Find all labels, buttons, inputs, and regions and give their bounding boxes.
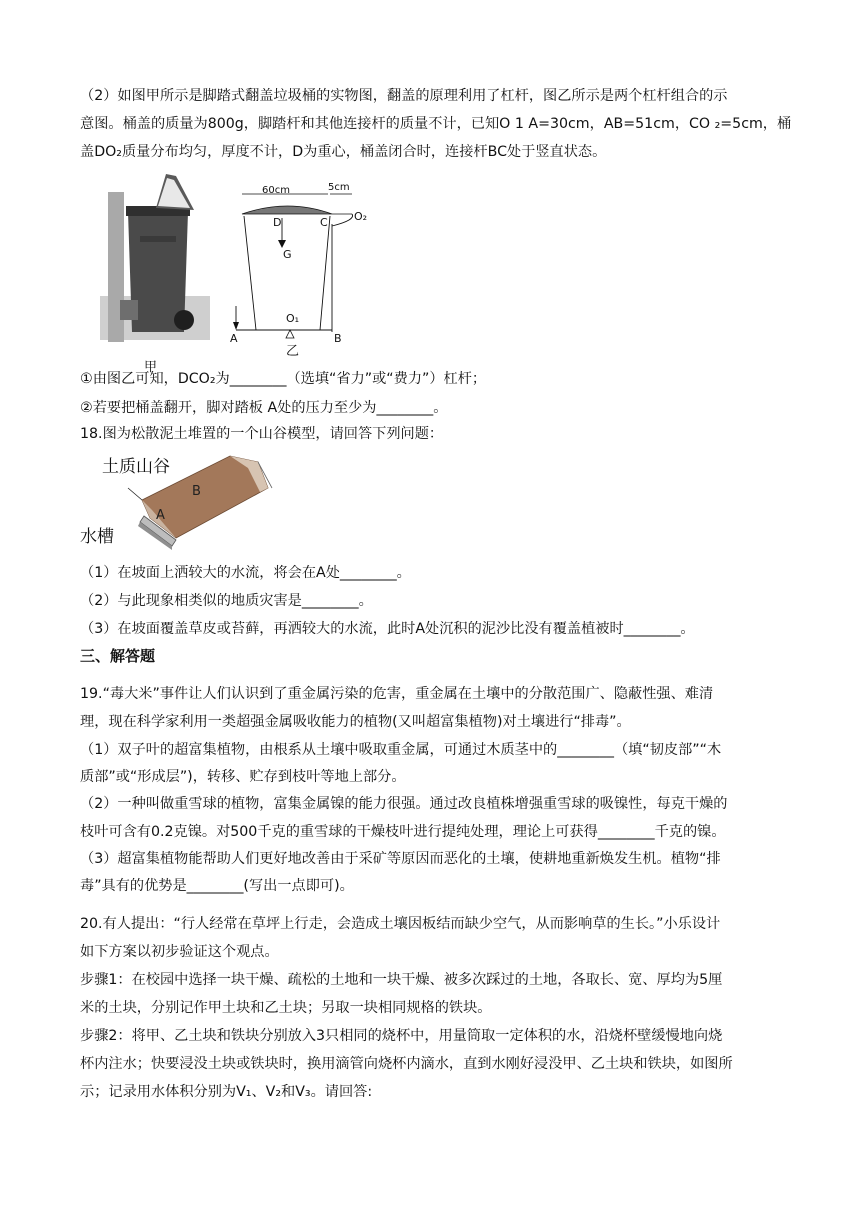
q18-part2: （2）与此现象相类似的地质灾害是________。: [80, 593, 373, 609]
q18-title: 18.图为松散泥土堆置的一个山谷模型，请回答下列问题：: [80, 426, 444, 442]
fig-yi-caption: 乙: [286, 344, 300, 359]
q20-step1b: 米的土块，分别记作甲土块和乙土块；另取一块相同规格的铁块。: [80, 1000, 492, 1016]
q20-step1a: 步骤1：在校园中选择一块干燥、疏松的土地和一块干燥、被多次踩过的土地，各取长、宽、厚均为5厘: [80, 972, 723, 988]
q18-part3: （3）在坡面覆盖草皮或苔藓，再洒较大的水流，此时A处沉积的泥沙比没有覆盖植被时________。: [80, 621, 695, 637]
q19-part2b: 枝叶可含有0.2克镍。对500千克的重雪球的干燥枝叶进行提纯处理，理论上可获得________千克的镍。: [80, 824, 726, 840]
q19-part3b: 毒”具有的优势是________(写出一点即可)。: [80, 878, 354, 894]
q19-part3a: （3）超富集植物能帮助人们更好地改善由于采矿等原因而恶化的土壤，使耕地重新焕发生机。植物“排: [80, 851, 721, 867]
label-G: G: [283, 248, 292, 261]
label-C: C: [320, 216, 328, 229]
section-heading-3: 三、解答题: [80, 647, 156, 665]
q19-line2: 理，现在科学家利用一类超强金属吸收能力的植物(又叫超富集植物)对土壤进行“排毒”。: [80, 714, 631, 730]
label-water-trough: 水槽: [80, 527, 114, 547]
label-B-valley: B: [192, 484, 201, 499]
dim-60cm: 60cm: [262, 185, 290, 196]
label-O1: O₁: [286, 312, 300, 325]
q17-part2-line3: 盖DO₂质量分布均匀，厚度不计，D为重心，桶盖闭合时，连接杆BC处于竖直状态。: [80, 144, 607, 160]
q17-part2-line2: 意图。桶盖的质量为800g，脚踏杆和其他连接杆的质量不计，已知O 1 A=30cm，AB=51cm，CO ₂=5cm，桶: [80, 116, 792, 132]
q19-part1a: （1）双子叶的超富集植物，由根系从土壤中吸取重金属，可通过木质茎中的________（填“韧皮部”“木: [80, 742, 722, 758]
q17-part2-line1: （2）如图甲所示是脚踏式翻盖垃圾桶的实物图，翻盖的原理利用了杠杆，图乙所示是两个杠杆组合的示: [80, 88, 728, 104]
label-O2: O₂: [354, 210, 368, 223]
q20-step2a: 步骤2：将甲、乙土块和铁块分别放入3只相同的烧杯中，用量筒取一定体积的水，沿烧杯壁缓慢地向烧: [80, 1028, 723, 1044]
figure-valley-model: [80, 448, 280, 556]
q20-step2c: 示；记录用水体积分别为V₁、V₂和V₃。请回答:: [80, 1084, 373, 1100]
q17-sub2: ②若要把桶盖翻开，脚对踏板 A处的压力至少为________。: [80, 400, 448, 416]
label-B: B: [334, 332, 342, 345]
q20-step2b: 杯内注水；快要浸没土块或铁块时，换用滴管向烧杯内滴水，直到水刚好浸没甲、乙土块和铁块，如图所: [80, 1056, 733, 1072]
q18-part1: （1）在坡面上洒较大的水流，将会在A处________。: [80, 565, 411, 581]
q20-line1: 20.有人提出：“行人经常在草坪上行走，会造成土壤因板结而缺少空气，从而影响草的生长。”小乐设计: [80, 916, 721, 932]
q19-line1: 19.“毒大米”事件让人们认识到了重金属污染的危害，重金属在土壤中的分散范围广、隐蔽性强、难清: [80, 686, 714, 702]
fig-jia-caption: 甲: [144, 360, 158, 375]
label-A-valley: A: [156, 508, 165, 523]
q19-part2a: （2）一种叫做重雪球的植物，富集金属镍的能力很强。通过改良植株增强重雪球的吸镍性，每克干燥的: [80, 796, 728, 812]
label-soil-valley: 土质山谷: [102, 457, 170, 477]
figure-jia-trash-can-photo: [100, 170, 210, 350]
dim-5cm: 5cm: [328, 182, 350, 193]
q20-line2: 如下方案以初步验证这个观点。: [80, 944, 279, 960]
q19-part1b: 质部”或“形成层”)，转移、贮存到枝叶等地上部分。: [80, 769, 406, 785]
label-A: A: [230, 332, 238, 345]
figure-yi-lever-diagram: [228, 180, 378, 360]
label-D: D: [273, 216, 282, 229]
q17-sub1: ①由图乙可知，DCO₂为________（选填“省力”或“费力”）杠杆；: [80, 371, 487, 387]
